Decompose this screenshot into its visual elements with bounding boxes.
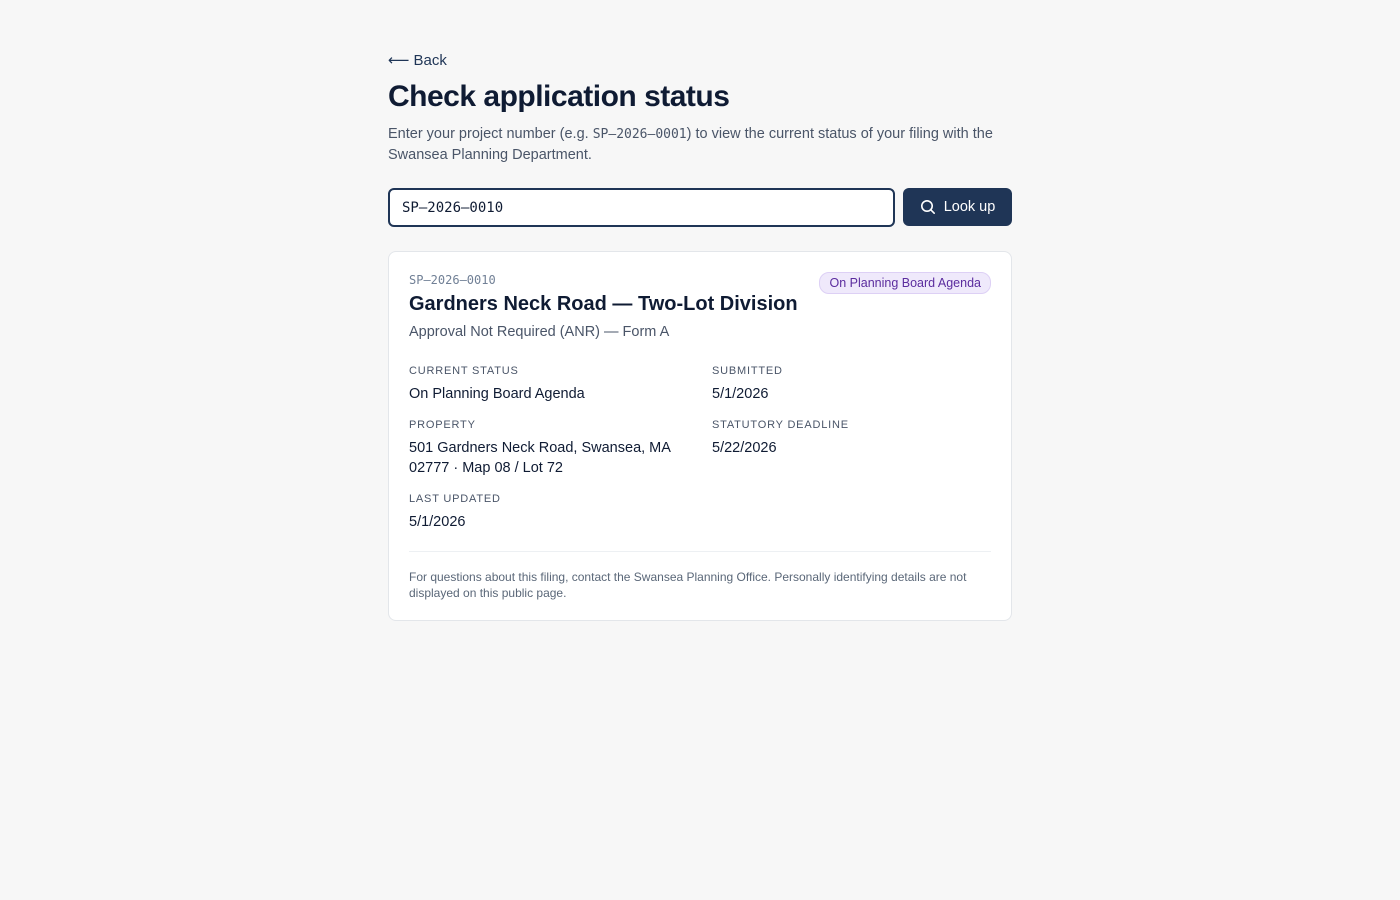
arrow-left-icon: ⟵ <box>388 52 410 69</box>
last-updated-label: LAST UPDATED <box>409 493 501 505</box>
card-divider <box>409 551 991 552</box>
look-up-button[interactable] <box>903 188 1012 226</box>
statutory-deadline-label: STATUTORY DEADLINE <box>712 419 849 431</box>
back-link[interactable] <box>388 51 447 69</box>
property-field <box>409 419 689 478</box>
intro-text-start: Enter your project number (e.g. <box>388 126 593 142</box>
back-label: Back <box>413 51 447 69</box>
last-updated-field <box>409 493 689 532</box>
application-result-card <box>388 251 1012 621</box>
submitted-label: SUBMITTED <box>712 365 783 377</box>
project-title: Gardners Neck Road — Two-Lot Division <box>409 293 798 315</box>
page-title: Check application status <box>388 80 730 113</box>
look-up-button-label: Look up <box>943 199 996 215</box>
application-type: Approval Not Required (ANR) — Form A <box>409 324 670 340</box>
search-form <box>388 188 1012 227</box>
current-status-value: On Planning Board Agenda <box>409 386 585 402</box>
property-value: 501 Gardners Neck Road, Swansea, MA 02777 · Map 08 / Lot 72 <box>409 440 671 476</box>
privacy-footnote: For questions about this filing, contact the Swansea Planning Office. Personally identifying details are not displayed on this public page. <box>409 570 967 600</box>
intro-text-end: ) to view the current status of your filing with the Swansea Planning Department. <box>388 126 993 163</box>
page-intro <box>388 124 1012 166</box>
statutory-deadline-value: 5/22/2026 <box>712 440 777 456</box>
project-number-input[interactable] <box>388 188 895 227</box>
property-label: PROPERTY <box>409 419 476 431</box>
statutory-deadline-field <box>712 419 992 458</box>
current-status-field <box>409 365 689 404</box>
search-icon <box>920 199 936 215</box>
project-number: SP–2026–0010 <box>409 273 496 287</box>
status-badge: On Planning Board Agenda <box>819 272 991 294</box>
current-status-label: CURRENT STATUS <box>409 365 519 377</box>
submitted-value: 5/1/2026 <box>712 386 769 402</box>
submitted-field <box>712 365 992 404</box>
intro-example-number: SP–2026–0001 <box>592 127 687 142</box>
last-updated-value: 5/1/2026 <box>409 514 466 530</box>
